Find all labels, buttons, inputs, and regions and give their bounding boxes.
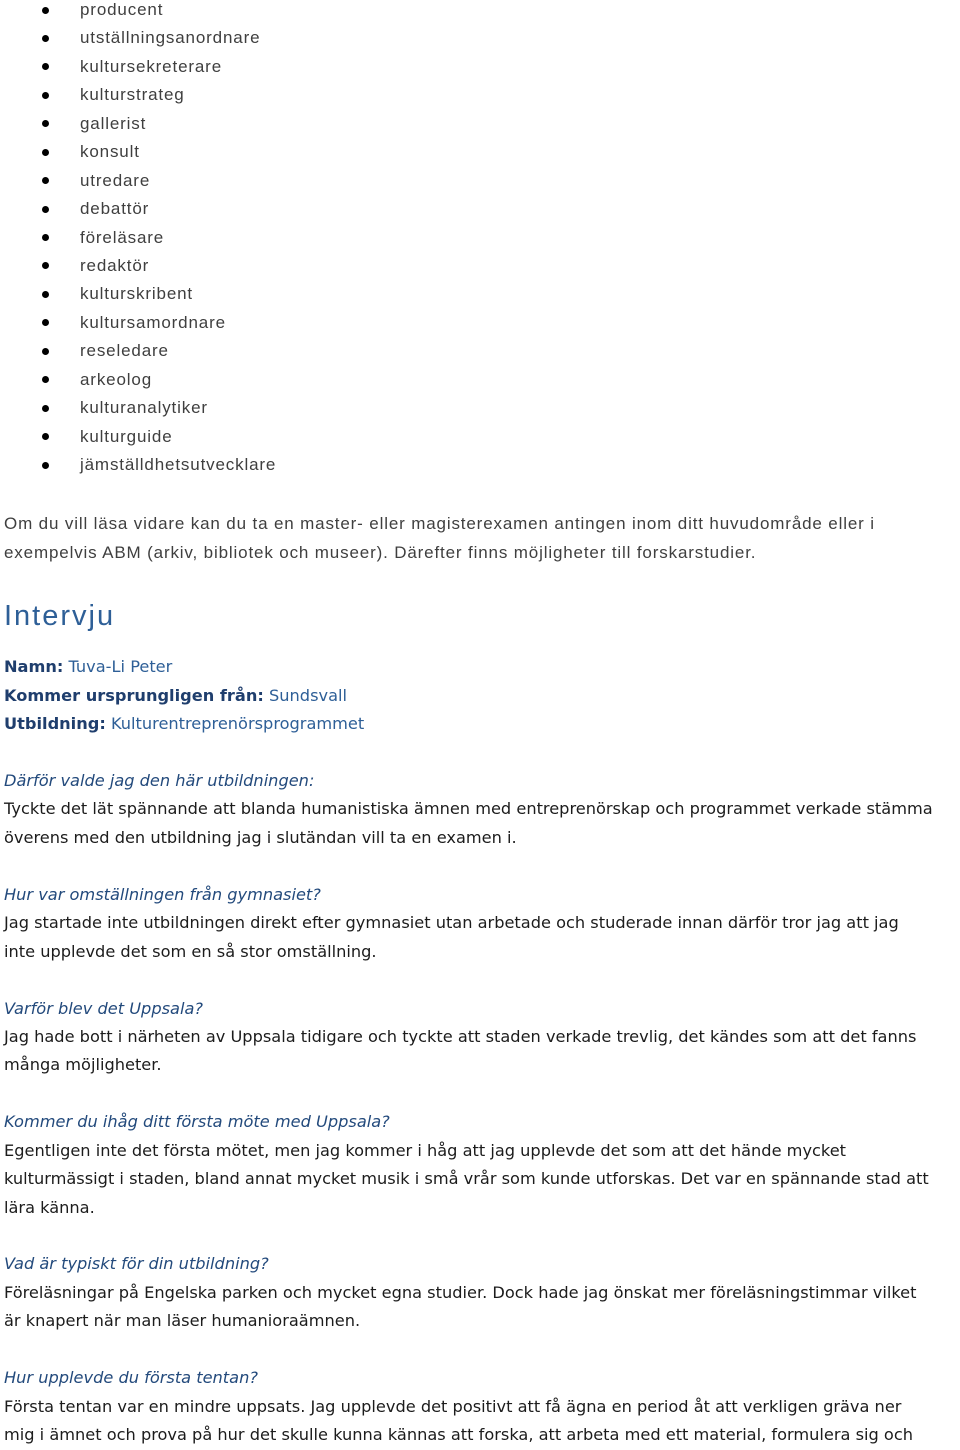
answer-line: Första tentan var en mindre uppsats. Jag upplevde det positivt att få ägna en period åt att verkligen gräva ner — [4, 1396, 902, 1416]
role-list-item — [0, 199, 600, 227]
role-list-item — [0, 398, 600, 426]
bullet-icon — [42, 376, 49, 383]
role-label: redaktör — [80, 255, 150, 275]
role-label: reseledare — [80, 341, 169, 361]
paragraph-line: Om du vill läsa vidare kan du ta en master- eller magisterexamen antingen inom ditt huvudområde eller i — [4, 513, 875, 533]
role-list-item — [0, 455, 600, 483]
interview-question: Hur var omställningen från gymnasiet? — [4, 884, 321, 904]
role-label: arkeolog — [80, 369, 153, 389]
bullet-icon — [42, 234, 49, 241]
role-label: kulturskribent — [80, 284, 193, 304]
interview-heading: Intervju — [4, 600, 116, 632]
intro-paragraph — [4, 509, 954, 567]
role-list-item — [0, 256, 600, 284]
interview-question: Hur upplevde du första tentan? — [4, 1368, 258, 1388]
answer-line: Föreläsningar på Engelska parken och mycket egna studier. Dock hade jag önskat mer föreläsningstimmar vilket — [4, 1282, 917, 1302]
interview-question: Vad är typiskt för din utbildning? — [4, 1254, 269, 1274]
role-list-item — [0, 114, 600, 142]
role-label: kultursamordnare — [80, 312, 226, 332]
role-list-item — [0, 228, 600, 256]
qa-block — [4, 1108, 958, 1222]
role-list — [0, 0, 600, 483]
role-list-item — [0, 28, 600, 56]
fact-education — [4, 710, 958, 738]
answer-line: många möjligheter. — [4, 1055, 162, 1075]
bullet-icon — [42, 291, 49, 298]
interview-question: Varför blev det Uppsala? — [4, 998, 203, 1018]
qa-block — [4, 767, 958, 852]
answer-line: överens med den utbildning jag i slutändan vill ta en examen i. — [4, 827, 517, 847]
role-list-item — [0, 142, 600, 170]
role-label: utredare — [80, 170, 151, 190]
bullet-icon — [42, 462, 49, 469]
role-label: föreläsare — [80, 227, 165, 247]
role-list-item — [0, 171, 600, 199]
bullet-icon — [42, 206, 49, 213]
bullet-icon — [42, 120, 49, 127]
bullet-icon — [42, 149, 49, 156]
role-list-item — [0, 85, 600, 113]
answer-line: inte upplevde det som en så stor omställning. — [4, 941, 377, 961]
role-label: producent — [80, 0, 164, 19]
answer-line: Egentligen inte det första mötet, men jag kommer i håg att jag upplevde det som att det hände mycket — [4, 1140, 847, 1160]
role-label: kulturguide — [80, 426, 173, 446]
fact-origin — [4, 682, 958, 710]
role-list-item — [0, 427, 600, 455]
bullet-icon — [42, 348, 49, 355]
answer-line: mig i ämnet och prova på hur det skulle kunna kännas att forska, att arbeta med ett material, formulera sig och — [4, 1425, 913, 1445]
role-list-item — [0, 284, 600, 312]
bullet-icon — [42, 92, 49, 99]
answer-line: lära känna. — [4, 1197, 95, 1217]
bullet-icon — [42, 433, 49, 440]
answer-line: är knapert när man läser humanioraämnen. — [4, 1311, 361, 1331]
fact-value: Tuva-Li Peter — [68, 657, 173, 677]
role-list-item — [0, 313, 600, 341]
qa-block — [4, 995, 958, 1080]
role-list-item — [0, 341, 600, 369]
role-list-item — [0, 57, 600, 85]
paragraph-line: exempelvis ABM (arkiv, bibliotek och museer). Därefter finns möjligheter till forskarstudier. — [4, 542, 757, 562]
bullet-icon — [42, 262, 49, 269]
qa-block — [4, 1364, 958, 1449]
bullet-icon — [42, 63, 49, 70]
bullet-icon — [42, 177, 49, 184]
answer-line: Jag hade bott i närheten av Uppsala tidigare och tyckte att staden verkade trevlig, det kändes som att det fanns — [4, 1026, 917, 1046]
role-label: kultursekreterare — [80, 56, 222, 76]
answer-line: kulturmässigt i staden, bland annat mycket musik i små vrår som kunde utforskas. Det var en spännande stad att — [4, 1169, 929, 1189]
role-label: kulturstrateg — [80, 85, 185, 105]
fact-label: Namn: — [4, 657, 64, 677]
role-label: jämställdhetsutvecklare — [80, 455, 277, 474]
role-label: gallerist — [80, 113, 147, 133]
fact-label: Utbildning: — [4, 714, 106, 734]
role-label: konsult — [80, 142, 140, 162]
role-label: debattör — [80, 199, 150, 219]
role-label: kulturanalytiker — [80, 398, 208, 418]
fact-value: Kulturentreprenörsprogrammet — [110, 714, 365, 734]
fact-label: Kommer ursprungligen från: — [4, 685, 264, 705]
profile-facts — [4, 653, 958, 738]
fact-name — [4, 653, 958, 681]
qa-block — [4, 1250, 958, 1335]
role-label: utställningsanordnare — [80, 28, 261, 48]
qa-block — [4, 881, 958, 966]
bullet-icon — [42, 7, 49, 14]
interview-question: Kommer du ihåg ditt första möte med Uppsala? — [4, 1112, 390, 1132]
answer-line: Jag startade inte utbildningen direkt efter gymnasiet utan arbetade och studerade innan därför tror jag att jag — [4, 913, 899, 933]
interview-section — [4, 653, 958, 1449]
interview-question: Därför valde jag den här utbildningen: — [4, 771, 315, 791]
bullet-icon — [42, 405, 49, 412]
role-list-item — [0, 0, 600, 28]
answer-line: Tyckte det lät spännande att blanda humanistiska ämnen med entreprenörskap och programmet verkade stämma — [4, 799, 933, 819]
bullet-icon — [42, 319, 49, 326]
fact-value: Sundsvall — [269, 685, 347, 705]
role-list-item — [0, 370, 600, 398]
bullet-icon — [42, 35, 49, 42]
